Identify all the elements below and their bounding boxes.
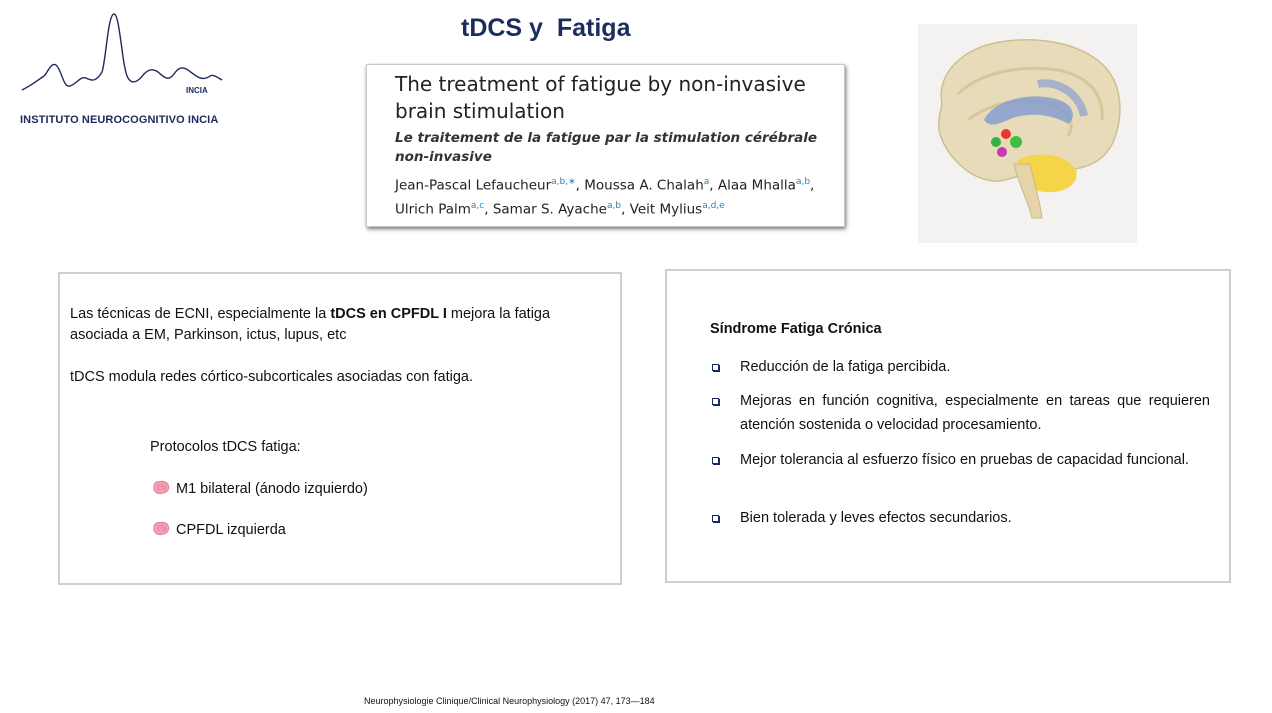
author-affiliation: a,b — [606, 200, 622, 211]
brain-illustration — [918, 24, 1137, 243]
protocol-item-label: M1 bilateral (ánodo izquierdo) — [176, 481, 368, 497]
footer-reference: Neurophysiologie Clinique/Clinical Neurophysiology (2017) 47, 173—184 — [364, 696, 655, 706]
list-item-text: Mejor tolerancia al esfuerzo físico en pruebas de capacidad funcional. — [740, 452, 1189, 468]
author-name: Samar S. Ayache — [492, 201, 607, 217]
list-item-text: Bien tolerada y leves efectos secundarios. — [740, 510, 1012, 526]
brain-icon — [918, 24, 1137, 243]
author-affiliation: a,c — [470, 200, 485, 211]
right-box-heading: Síndrome Fatiga Crónica — [710, 321, 882, 337]
list-item — [710, 389, 1210, 437]
list-item — [710, 355, 1210, 379]
author-affiliation: a,b — [795, 177, 811, 187]
protocol-item — [152, 520, 286, 541]
left-paragraph-1 — [70, 304, 590, 346]
paper-subtitle: Le traitement de la fatigue par la stimulation cérébrale non-invasive — [395, 130, 818, 165]
author-name: Ulrich Palm — [395, 201, 471, 217]
protocol-item-label: CPFDL izquierda — [176, 522, 286, 538]
protocols-label: Protocolos tDCS fatiga: — [150, 439, 301, 455]
author-name: Moussa A. Chalah — [584, 177, 704, 194]
p1-bold-text: tDCS en CPFDL I — [330, 306, 447, 322]
slide-title: tDCS y Fatiga — [461, 14, 631, 42]
brain-emoji-icon — [152, 480, 170, 495]
author-name: Alaa Mhalla — [717, 177, 796, 194]
square-bullet-icon — [712, 398, 719, 405]
author-name: Jean-Pascal Lefaucheur — [395, 177, 552, 194]
p1-text-end: mejora la fatiga asociada a EM, Parkinson, ictus, lupus, etc — [70, 306, 551, 343]
square-bullet-icon — [712, 364, 719, 371]
author-name: Veit Mylius — [629, 201, 703, 217]
list-item-text: Mejoras en función cognitiva, especialmente en tareas que requieren atención sostenida o velocidad procesamiento. — [740, 393, 1210, 433]
logo-small-label: INCIA — [186, 86, 208, 95]
p1-text-start: Las técnicas de ECNI, especialmente la — [70, 306, 331, 322]
paper-authors: Jean-Pascal Lefaucheur$^{a,b,∗}$, Moussa A. Chalah$^a$, Alaa Mhalla$^{a,b}$, Ulrich Palm$^{a,c}$, Samar S. Ayache$^{a,b}$, Veit Mylius$^{a,d,e}$ — [395, 177, 815, 217]
left-paragraph-2: tDCS modula redes córtico-subcorticales asociadas con fatiga. — [70, 369, 473, 385]
brain-emoji-icon — [152, 521, 170, 536]
right-text-box — [665, 269, 1231, 583]
list-item — [710, 448, 1210, 472]
author-affiliation: a — [703, 177, 710, 187]
list-item — [710, 506, 1210, 530]
square-bullet-icon — [712, 515, 719, 522]
left-text-box — [58, 272, 622, 585]
paper-header-image — [366, 64, 845, 227]
author-affiliation: a,b,∗ — [551, 177, 576, 187]
logo-institute-name: INSTITUTO NEUROCOGNITIVO INCIA — [20, 114, 219, 126]
paper-title: The treatment of fatigue by non-invasive brain stimulation — [395, 72, 806, 123]
author-affiliation: a,d,e — [702, 200, 725, 211]
list-item-text: Reducción de la fatiga percibida. — [740, 359, 951, 375]
incia-logo — [18, 10, 228, 130]
square-bullet-icon — [712, 457, 719, 464]
protocol-item — [152, 479, 368, 500]
